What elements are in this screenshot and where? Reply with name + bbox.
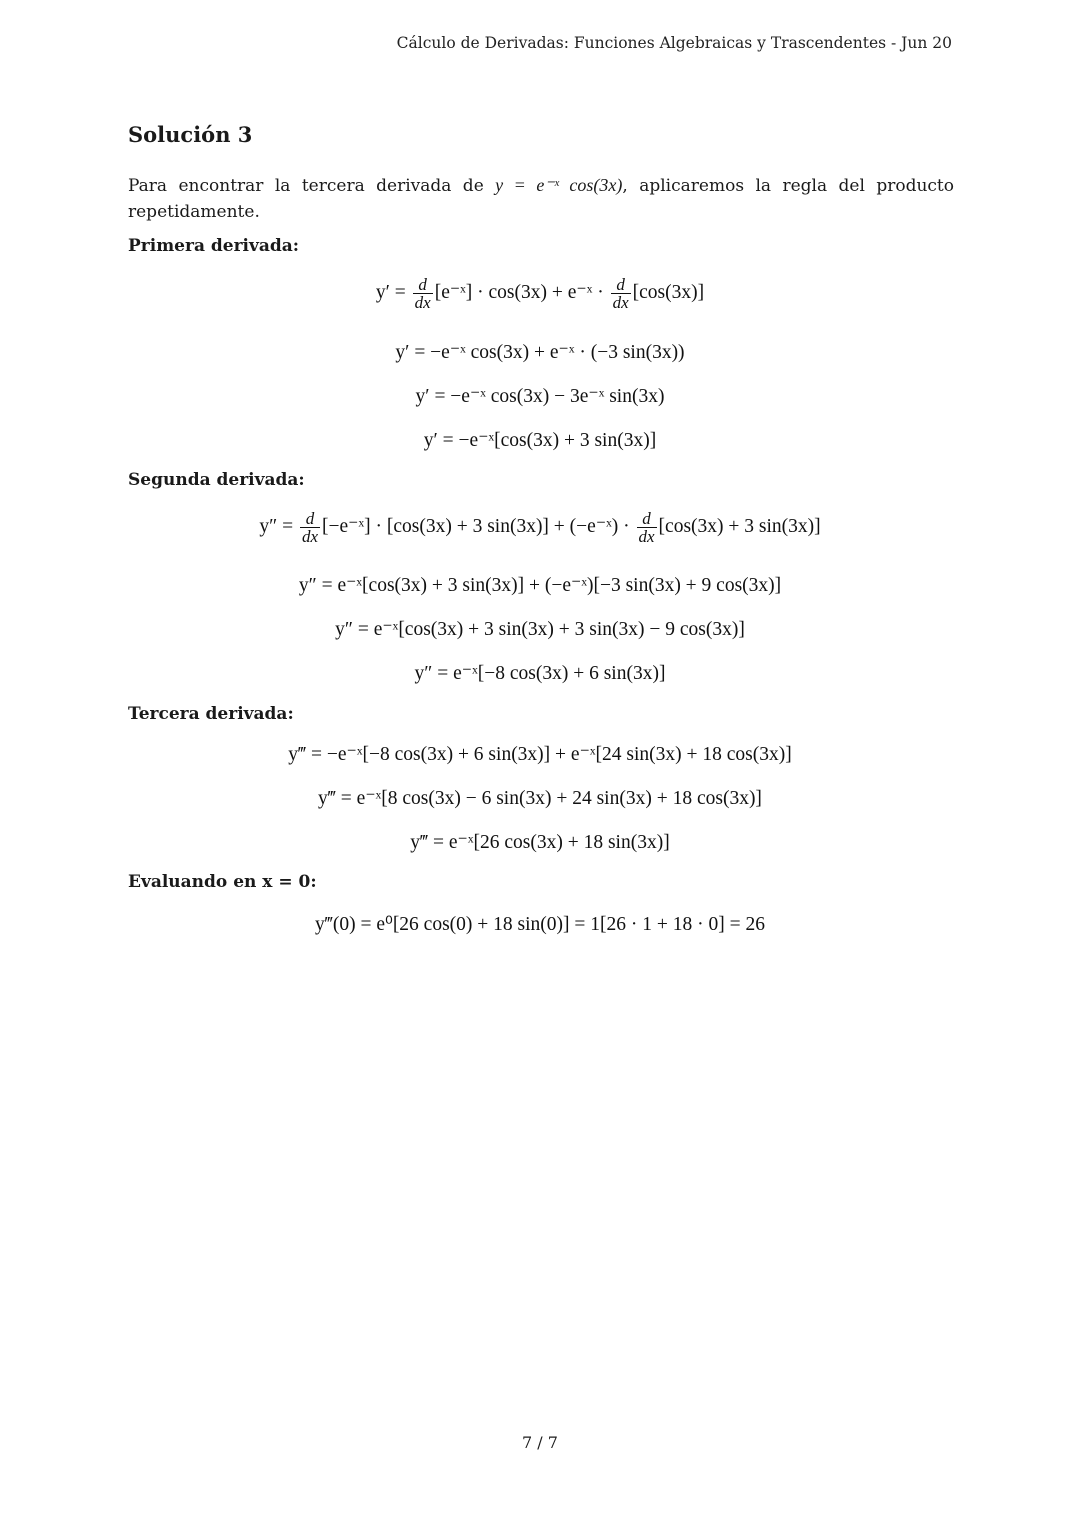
fraction-d-dx [637,510,657,545]
second-eq1-lhs: y″ = [259,515,298,537]
fraction-d-dx [611,276,631,311]
intro-text-before: Para encontrar la tercera derivada de [128,176,496,196]
second-derivative-eq-4: y″ = e⁻ˣ[−8 cos(3x) + 6 sin(3x)] [414,663,666,684]
second-eq1-part1: [−e⁻ˣ] · [cos(3x) + 3 sin(3x)] + (−e⁻ˣ) · [322,515,635,537]
second-derivative-eq-3: y″ = e⁻ˣ[cos(3x) + 3 sin(3x) + 3 sin(3x) − 9 cos(3x)] [335,619,745,640]
heading-second-derivative: Segunda derivada: [128,470,305,490]
fraction-denominator: dx [301,527,319,546]
first-eq1-part2: [cos(3x)] [632,281,705,303]
heading-third-derivative: Tercera derivada: [128,704,294,724]
fraction-d-dx [300,510,320,545]
page-number: 7 / 7 [522,1433,558,1452]
second-derivative-eq-2: y″ = e⁻ˣ[cos(3x) + 3 sin(3x)] + (−e⁻ˣ)[−3 sin(3x) + 9 cos(3x)] [298,575,782,596]
fraction-numerator: d [413,276,433,294]
intro-paragraph [128,172,954,225]
intro-text-after: , aplicaremos la regla del producto repetidamente. [128,176,954,222]
third-derivative-eq-2: y‴ = e⁻ˣ[8 cos(3x) − 6 sin(3x) + 24 sin(3x) + 18 cos(3x)] [318,788,762,809]
fraction-denominator: dx [638,527,655,546]
intro-function: y = e⁻ˣ cos(3x) [495,175,623,195]
second-eq1-part2: [cos(3x) + 3 sin(3x)] [658,515,821,537]
evaluation-eq: y‴(0) = e⁰[26 cos(0) + 18 sin(0)] = 1[26 · 1 + 18 · 0] = 26 [314,914,765,935]
first-derivative-eq-4: y′ = −e⁻ˣ[cos(3x) + 3 sin(3x)] [423,430,657,451]
first-eq1-part1: [e⁻ˣ] · cos(3x) + e⁻ˣ · [434,281,609,303]
fraction-numerator: d [300,510,320,528]
heading-evaluation: Evaluando en x = 0: [128,872,317,892]
third-derivative-eq-3: y‴ = e⁻ˣ[26 cos(3x) + 18 sin(3x)] [410,832,670,853]
second-derivative-eq-1 [0,510,1080,545]
fraction-numerator: d [611,276,631,294]
fraction-d-dx [413,276,433,311]
running-header: Cálculo de Derivadas: Funciones Algebraicas y Trascendentes - Jun 20 [396,34,952,52]
fraction-denominator: dx [414,293,431,312]
solution-title: Solución 3 [128,122,253,147]
first-eq1-lhs: y′ = [375,281,411,303]
first-derivative-eq-1 [0,276,1080,311]
third-derivative-eq-1: y‴ = −e⁻ˣ[−8 cos(3x) + 6 sin(3x)] + e⁻ˣ[24 sin(3x) + 18 cos(3x)] [288,744,792,765]
fraction-denominator: dx [612,293,629,312]
fraction-numerator: d [637,510,657,528]
heading-first-derivative: Primera derivada: [128,236,300,256]
first-derivative-eq-3: y′ = −e⁻ˣ cos(3x) − 3e⁻ˣ sin(3x) [415,386,665,407]
first-derivative-eq-2: y′ = −e⁻ˣ cos(3x) + e⁻ˣ · (−3 sin(3x)) [395,342,685,363]
